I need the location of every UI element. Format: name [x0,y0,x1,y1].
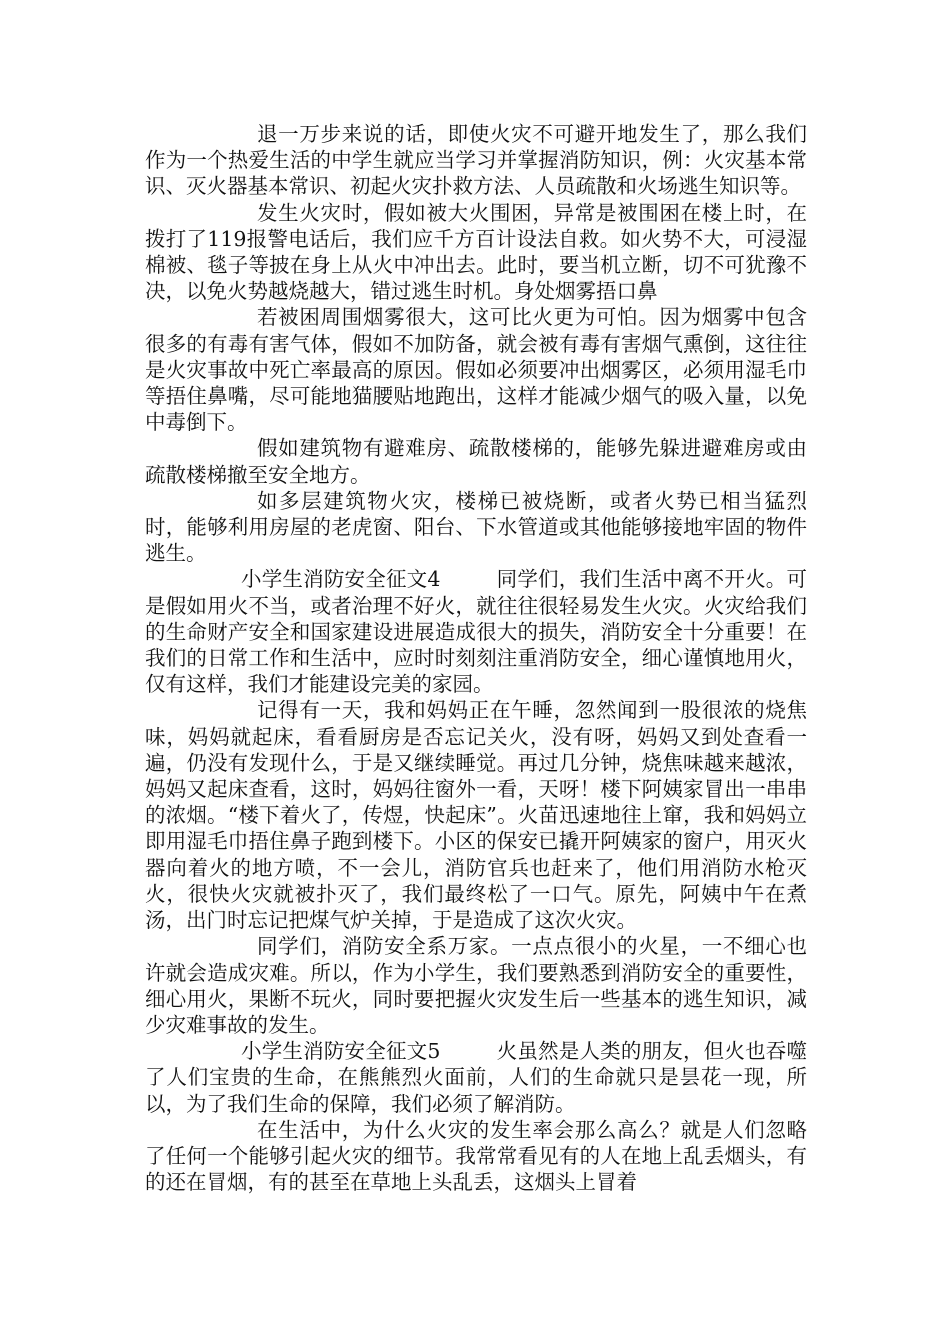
paragraph-text: 同学们，我们生活中离不开火。可是假如用火不当，或者治理不好火，就往往很轻易发生火灾。火灾给我们的生命财产安全和国家建设进展造成很大的损失，消防安全十分重要！在我们的日常工作和生活中，应时时刻刻注重消防安全，细心谨慎地用火，仅有这样，我们才能建设完美的家园。 [145,567,808,697]
paragraph: 发生火灾时，假如被大火围困，异常是被围困在楼上时，在拨打了119报警电话后，我们应千方百计设法自救。如火势不大，可浸湿棉被、毯子等披在身上从火中冲出去。此时，要当机立断，切不可犹豫不决，以免火势越烧越大，错过逃生时机。身处烟雾捂口鼻 [145,200,807,304]
essay-paragraph [145,566,807,697]
essay-paragraph [145,1038,807,1117]
essay-title: 小学生消防安全征文5 [241,1039,441,1064]
paragraph: 同学们，消防安全系万家。一点点很小的火星，一不细心也许就会造成灾难。所以，作为小学生，我们要熟悉到消防安全的重要性，细心用火，果断不玩火，同时要把握火灾发生后一些基本的逃生知识，减少灾难事故的发生。 [145,934,807,1037]
document-body [145,121,807,1195]
paragraph: 若被困周围烟雾很大，这可比火更为可怕。因为烟雾中包含很多的有毒有害气体，假如不加防备，就会被有毒有害烟气熏倒，这往往是火灾事故中死亡率最高的原因。假如必须要冲出烟雾区，必须用湿毛巾等捂住鼻嘴，尽可能地猫腰贴地跑出，这样才能减少烟气的吸入量，以免中毒倒下。 [145,305,807,435]
paragraph: 记得有一天，我和妈妈正在午睡，忽然闻到一股很浓的烧焦味，妈妈就起床，看看厨房是否忘记关火，没有呀，妈妈又到处查看一遍，仍没有发现什么，于是又继续睡觉。再过几分钟，烧焦味越来越浓，妈妈又起床查看，这时，妈妈往窗外一看，天呀！楼下阿姨家冒出一串串的浓烟。“楼下着火了，传煜，快起床”。火苗迅速地往上窜，我和妈妈立即用湿毛巾捂住鼻子跑到楼下。小区的保安已撬开阿姨家的窗户，用灭火器向着火的地方喷，不一会儿，消防官兵也赶来了，他们用消防水枪灭火，很快火灾就被扑灭了，我们最终松了一口气。原先，阿姨中午在煮汤，出门时忘记把煤气炉关掉，于是造成了这次火灾。 [145,698,807,933]
paragraph-text: 火虽然是人类的朋友，但火也吞噬了人们宝贵的生命，在熊熊烈火面前，人们的生命就只是昙花一现，所以，为了我们生命的保障，我们必须了解消防。 [145,1039,808,1116]
paragraph: 如多层建筑物火灾，楼梯已被烧断，或者火势已相当猛烈时，能够利用房屋的老虎窗、阳台、下水管道或其他能够接地牢固的物件逃生。 [145,488,807,566]
paragraph: 在生活中，为什么火灾的发生率会那么高么？就是人们忽略了任何一个能够引起火灾的细节。我常常看见有的人在地上乱丢烟头，有的还在冒烟，有的甚至在草地上头乱丢，这烟头上冒着 [145,1117,807,1195]
paragraph: 假如建筑物有避难房、疏散楼梯的，能够先躲进避难房或由疏散楼梯撤至安全地方。 [145,436,807,487]
essay-title: 小学生消防安全征文4 [241,567,441,592]
paragraph: 退一万步来说的话，即使火灾不可避开地发生了，那么我们作为一个热爱生活的中学生就应当学习并掌握消防知识，例：火灾基本常识、灭火器基本常识、初起火灾扑救方法、人员疏散和火场逃生知识等。 [145,122,807,199]
